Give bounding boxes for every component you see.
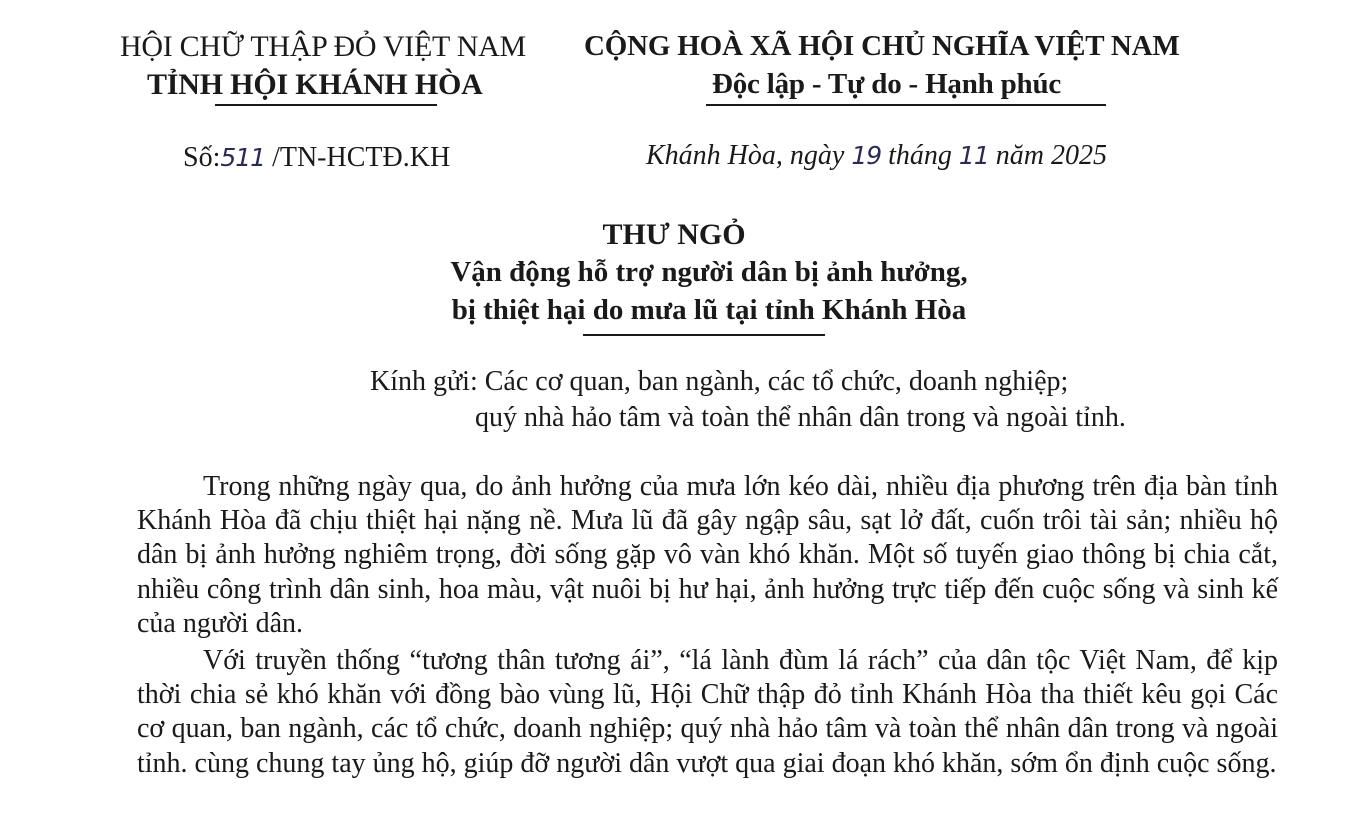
recipients-label: Kính gửi: <box>370 366 478 397</box>
date-month-handwritten: 11 <box>958 141 989 170</box>
organization-name: TỈNH HỘI KHÁNH HÒA <box>147 68 483 101</box>
national-title: CỘNG HOÀ XÃ HỘI CHỦ NGHĨA VIỆT NAM <box>584 30 1180 62</box>
document-number <box>183 142 450 174</box>
document-date <box>646 140 1107 172</box>
date-day-handwritten: 19 <box>851 141 882 170</box>
document-subtitle-line-2: bị thiệt hại do mưa lũ tại tỉnh Khánh Hòa <box>451 294 967 326</box>
body-paragraph-2: Với truyền thống “tương thân tương ái”, “lá lành đùm lá rách” của dân tộc Việt Nam, để kịp thời chia sẻ khó khăn với đồng bào vùng lũ, Hội Chữ thập đỏ tỉnh Khánh Hòa tha thiết kêu gọi Các cơ quan, ban ngành, các tổ chức, doanh nghiệp; quý nhà hảo tâm và toàn thể nhân dân trong và ngoài tỉnh. cùng chung tay ủng hộ, giúp đỡ người dân vượt qua giai đoạn khó khăn, sớm ổn định cuộc sống. <box>137 645 1278 779</box>
document-number-handwritten: 511 <box>220 143 266 172</box>
recipients-text-1: Các cơ quan, ban ngành, các tổ chức, doanh nghiệp; <box>484 366 1069 397</box>
document-number-prefix: Số: <box>183 142 221 173</box>
national-motto: Độc lập - Tự do - Hạnh phúc <box>712 68 1062 100</box>
document-number-suffix: /TN-HCTĐ.KH <box>272 142 451 173</box>
date-month-label: tháng <box>888 140 952 171</box>
motto-underline <box>706 104 1106 106</box>
recipients-line-2: quý nhà hảo tâm và toàn thể nhân dân trong và ngoài tỉnh. <box>475 402 1126 433</box>
organization-parent-name: HỘI CHỮ THẬP ĐỎ VIỆT NAM <box>120 30 526 63</box>
document-subtitle-line-1: Vận động hỗ trợ người dân bị ảnh hưởng, <box>450 256 968 288</box>
date-place-prefix: Khánh Hòa, ngày <box>646 140 845 171</box>
title-underline <box>583 334 825 336</box>
document-title: THƯ NGỎ <box>602 218 746 251</box>
date-year-label: năm 2025 <box>995 140 1107 171</box>
body-paragraph-1: Trong những ngày qua, do ảnh hưởng của mưa lớn kéo dài, nhiều địa phương trên địa bàn tỉnh Khánh Hòa đã chịu thiệt hại nặng nề. Mưa lũ đã gây ngập sâu, sạt lở đất, cuốn trôi tài sản; nhiều hộ dân bị ảnh hưởng nghiêm trọng, đời sống gặp vô vàn khó khăn. Một số tuyến giao thông bị chia cắt, nhiều công trình dân sinh, hoa màu, vật nuôi bị hư hại, ảnh hưởng trực tiếp đến cuộc sống và sinh kế của người dân. <box>137 471 1278 639</box>
recipients-line-1 <box>370 366 1068 398</box>
organization-underline <box>215 104 437 106</box>
